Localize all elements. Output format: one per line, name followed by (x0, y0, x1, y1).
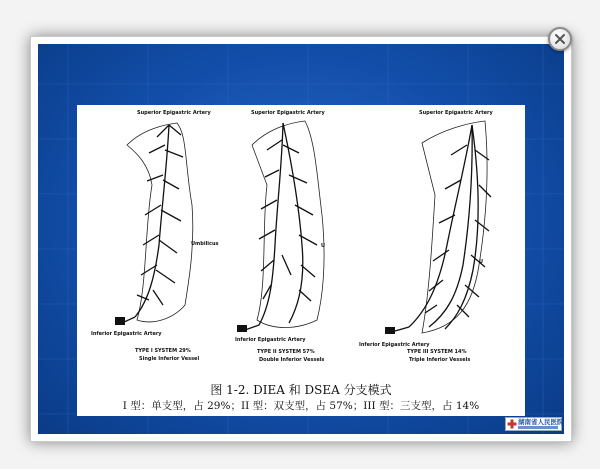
type-2-bottom-label: Inferior Epigastric Artery (235, 337, 306, 343)
watermark-underline (518, 426, 558, 429)
type-1-top-label: Superior Epigastric Artery (137, 110, 211, 116)
figure-caption-title: 图 1-2. DIEA 和 DSEA 分支模式 (210, 383, 392, 397)
type-1-bottom-label: Inferior Epigastric Artery (91, 331, 162, 337)
lightbox-frame (30, 36, 572, 442)
type-3-diagram (359, 110, 493, 363)
type-3-type-label: TYPE III SYSTEM 14% (407, 349, 467, 355)
type-1-side-label: Umbilicus (191, 241, 219, 247)
slide (38, 44, 564, 434)
watermark-logo (505, 417, 562, 431)
type-1-diagram (91, 110, 219, 362)
type-1-vessel-stump (115, 317, 125, 325)
type-3-side-label: U (479, 259, 484, 265)
hospital-logo-icon (507, 419, 517, 429)
watermark-text: 湖南省人民医院 (518, 418, 564, 426)
type-3-vessel-stump (385, 327, 395, 334)
type-2-diagram (235, 110, 325, 363)
type-3-desc-label: Triple Inferior Vessels (409, 357, 471, 363)
type-2-type-label: TYPE II SYSTEM 57% (257, 349, 315, 355)
type-2-side-label: U (321, 243, 326, 249)
type-2-top-label: Superior Epigastric Artery (251, 110, 325, 116)
figure-caption-detail: I 型：单支型，占 29%；II 型：双支型，占 57%；III 型：三支型，占 14% (122, 400, 480, 412)
type-2-vessel-stump (237, 325, 247, 332)
type-2-desc-label: Double Inferior Vessels (259, 357, 325, 363)
type-1-desc-label: Single Inferior Vessel (139, 356, 200, 362)
type-3-bottom-label: Inferior Epigastric Artery (359, 342, 430, 348)
branching-pattern-diagram (77, 105, 525, 375)
close-button[interactable] (548, 27, 572, 51)
close-icon (553, 32, 567, 46)
figure-panel (77, 105, 525, 416)
type-1-type-label: TYPE I SYSTEM 29% (135, 348, 191, 354)
type-3-top-label: Superior Epigastric Artery (419, 110, 493, 116)
